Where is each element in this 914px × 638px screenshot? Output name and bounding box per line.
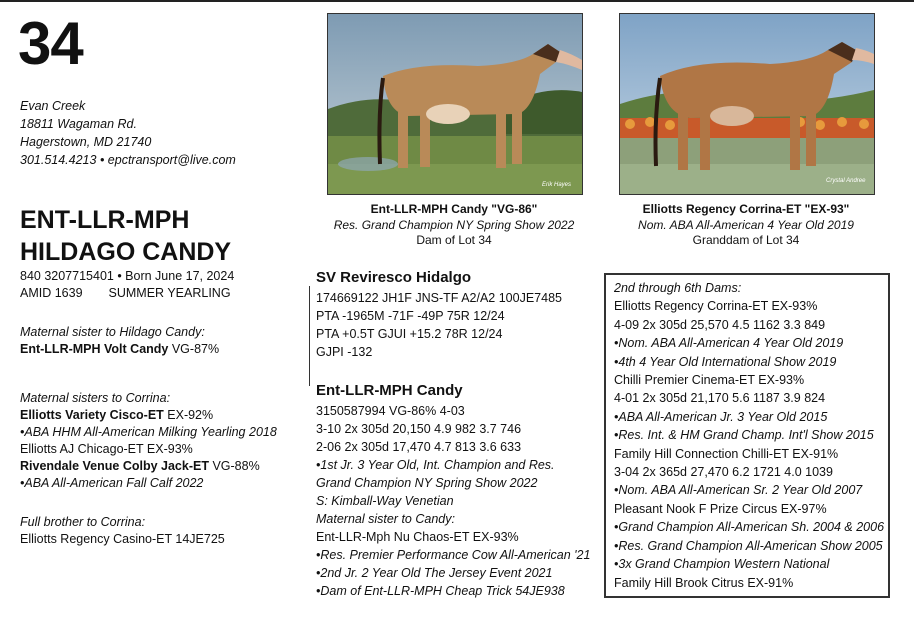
dam-note-2: Grand Champion NY Spring Show 2022 [316,476,538,490]
brother-label: Full brother to Corrina: [20,515,146,529]
granddam-caption [610,202,882,249]
dam-3-note-1: •ABA All-American Jr. 3 Year Old 2015 [614,409,828,424]
sister-block [20,324,219,358]
sister-3-name: Rivendale Venue Colby Jack-ET [20,459,209,473]
dam-record-2: 2-06 2x 305d 17,470 4.7 813 3.6 633 [316,440,522,454]
dam-photo [327,13,583,195]
dam-caption-title: Ent-LLR-MPH Candy "VG-86" [370,202,538,216]
consignor-city: Hagerstown, MD 21740 [20,135,152,149]
dam-4-name: Family Hill Connection Chilli-ET EX-91% [614,446,839,461]
dam-3-note-2: •Res. Int. & HM Grand Champ. Int'l Show 2015 [614,428,874,443]
sister-2-name: Elliotts AJ Chicago-ET EX-93% [20,442,193,456]
dam-caption [318,202,590,249]
dam-id-line: 3150587994 VG-86% 4-03 [316,404,465,418]
dam-sister-note-1: •Res. Premier Performance Cow All-American '21 [316,548,591,562]
dam-sire: S: Kimball-Way Venetian [316,494,454,508]
animal-name-line1: ENT-LLR-MPH [20,206,190,234]
granddam-caption-honor: Nom. ABA All-American 4 Year Old 2019 [638,217,854,232]
dam-3-name: Chilli Premier Cinema-ET EX-93% [614,373,805,388]
dam-caption-honor: Res. Grand Champion NY Spring Show 2022 [333,217,575,232]
sire-line-3: PTA +0.5T GJUI +15.2 78R 12/24 [316,327,503,341]
brother-block [20,514,225,548]
lot-number: 34 [18,10,83,77]
dam-name: Ent-LLR-MPH Candy [316,382,463,399]
sister-3-note: •ABA All-American Fall Calf 2022 [20,476,204,490]
dam-note-1: •1st Jr. 3 Year Old, Int. Champion and Res. [316,458,555,472]
sister-1-score: EX-92% [163,408,214,422]
consignor-address [20,97,236,169]
animal-class: SUMMER YEARLING [108,286,231,300]
granddam-photo-credit: Crystal Andree [826,178,866,184]
granddam-caption-title: Elliotts Regency Corrina-ET "EX-93" [642,202,850,216]
top-rule [0,0,914,2]
granddam-photo [619,13,875,195]
dam-2-name: Elliotts Regency Corrina-ET EX-93% [614,299,818,314]
animal-name-line2: HILDAGO CANDY [20,238,232,266]
dam-5-note-2: •Res. Grand Champion All-American Show 2005 [614,538,883,553]
animal-name [20,204,231,268]
consignor-name: Evan Creek [20,99,86,113]
dam-3-record: 4-01 2x 305d 21,170 5.6 1187 3.9 824 [614,391,826,406]
dams-box-content [614,279,890,592]
animal-ids [20,268,234,302]
amid: AMID 1639 [20,286,83,300]
dam-4-record: 3-04 2x 365d 27,470 6.2 1721 4.0 1039 [614,465,833,480]
sire-line-4: GJPI -132 [316,345,373,359]
dam-record-1: 3-10 2x 305d 20,150 4.9 982 3.7 746 [316,422,522,436]
corrina-sisters-label: Maternal sisters to Corrina: [20,391,171,405]
granddam-photo-image [620,14,874,194]
dam-4-note-1: •Nom. ABA All-American Sr. 2 Year Old 2007 [614,483,863,498]
sister-score: VG-87% [168,342,220,356]
dam-2-record: 4-09 2x 305d 25,570 4.5 1162 3.3 849 [614,317,826,332]
dam-sister-label: Maternal sister to Candy: [316,512,455,526]
sire-block [316,267,562,361]
registration-line: 840 3207715401 • Born June 17, 2024 [20,269,235,283]
sire-name: SV Reviresco Hidalgo [316,269,472,286]
consignor-contact: 301.514.4213 • epctransport@live.com [20,153,236,167]
dam-5-note-3: •3x Grand Champion Western National [614,557,830,572]
sister-3-score: VG-88% [208,459,260,473]
dam-sister-note-3: •Dam of Ent-LLR-MPH Cheap Trick 54JE938 [316,584,565,598]
sister-name: Ent-LLR-MPH Volt Candy [20,342,169,356]
dam-2-note-1: •Nom. ABA All-American 4 Year Old 2019 [614,336,844,351]
dam-photo-image [328,14,582,194]
dam-photo-credit: Erik Hayes [542,182,572,188]
dam-block [316,380,590,600]
sire-line-1: 174669122 JH1F JNS-TF A2/A2 100JE7485 [316,291,562,305]
dam-sister-note-2: •2nd Jr. 2 Year Old The Jersey Event 2021 [316,566,553,580]
sister-1-name: Elliotts Variety Cisco-ET [20,408,164,422]
sister-1-note: •ABA HHM All-American Milking Yearling 2018 [20,425,277,439]
dam-2-note-2: •4th 4 Year Old International Show 2019 [614,354,837,369]
sister-label: Maternal sister to Hildago Candy: [20,325,205,339]
corrina-sisters-block [20,390,277,492]
dam-caption-relation: Dam of Lot 34 [416,233,492,247]
dam-5-note-1: •Grand Champion All-American Sh. 2004 & 2006 [614,520,885,535]
pedigree-bracket [309,286,310,386]
consignor-street: 18811 Wagaman Rd. [20,117,137,131]
dam-6-name: Family Hill Brook Citrus EX-91% [614,575,794,590]
dam-5-name: Pleasant Nook F Prize Circus EX-97% [614,501,827,516]
dams-header: 2nd through 6th Dams: [614,281,742,295]
granddam-caption-relation: Granddam of Lot 34 [692,233,800,247]
sire-line-2: PTA -1965M -71F -49P 75R 12/24 [316,309,505,323]
dam-sister-name: Ent-LLR-Mph Nu Chaos-ET EX-93% [316,530,519,544]
brother-name: Elliotts Regency Casino-ET 14JE725 [20,532,225,546]
